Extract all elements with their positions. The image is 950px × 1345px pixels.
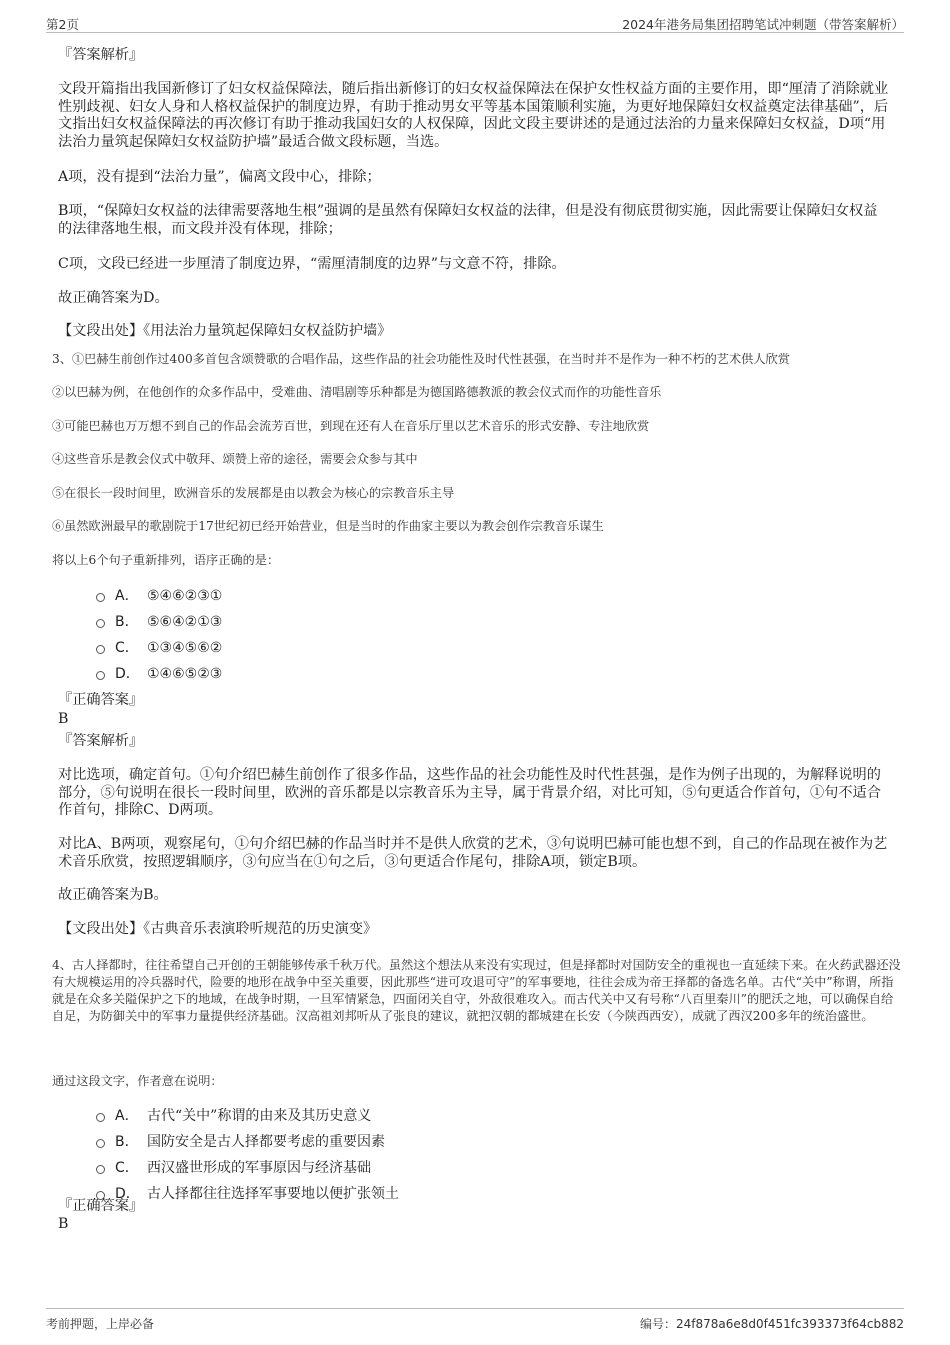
q2-option-a-analysis: A项，没有提到“法治力量”，偏离文段中心，排除； (58, 169, 381, 185)
q3-option-d[interactable]: D． ①④⑥⑤②③ (96, 665, 222, 683)
q3-sentence-5: ⑤在很长一段时间里，欧洲音乐的发展都是由以教会为核心的宗教音乐主导 (52, 486, 455, 500)
radio-icon[interactable] (96, 1139, 105, 1148)
radio-icon[interactable] (96, 619, 105, 628)
radio-icon[interactable] (96, 1113, 105, 1122)
q4-option-d[interactable]: D． 古人择都往往选择军事要地以便扩张领土 (96, 1185, 399, 1203)
page-number: 第2页 (46, 17, 79, 32)
q3-analysis-paragraph-2: 对比A、B两项，观察尾句，①句介绍巴赫的作品当时并不是供人欣赏的艺术，③句说明巴赫可能也想不到，自己的作品现在被作为艺术音乐欣赏，按照逻辑顺序，③句应当在①句之后，③句更适合作尾句，排除A项，锁定B项。 (58, 836, 888, 870)
page-header (46, 10, 904, 33)
q2-option-b-analysis: B项，“保障妇女权益的法律需要落地生根”强调的是虽然有保障妇女权益的法律，但是没有彻底贯彻实施，因此需要让保障妇女权益的法律落地生根，而文段并没有体现，排除； (58, 203, 878, 237)
q3-answer: B (58, 711, 69, 727)
page-footer (46, 1308, 904, 1333)
q3-answer-label: 『正确答案』 (58, 692, 144, 708)
q2-analysis-label: 『答案解析』 (58, 47, 144, 63)
radio-icon[interactable] (96, 1165, 105, 1174)
q2-conclusion: 故正确答案为D。 (58, 290, 169, 306)
q3-sentence-3: ③可能巴赫也万万想不到自己的作品会流芳百世，到现在还有人在音乐厅里以艺术音乐的形式安静、专注地欣赏 (52, 419, 650, 433)
q3-option-a[interactable]: A． ⑤④⑥②③① (96, 587, 222, 605)
footer-slogan: 考前押题，上岸必备 (46, 1317, 155, 1331)
q3-sentence-2: ②以巴赫为例，在他创作的众多作品中，受难曲、清唱剧等乐种都是为德国路德教派的教会仪式而作的功能性音乐 (52, 385, 662, 399)
q3-sentence-4: ④这些音乐是教会仪式中敬拜、颂赞上帝的途径，需要会众参与其中 (52, 452, 418, 466)
q3-prompt: 将以上6个句子重新排列，语序正确的是： (52, 553, 280, 567)
q3-option-b[interactable]: B． ⑤⑥④②①③ (96, 613, 222, 631)
q3-conclusion: 故正确答案为B。 (58, 887, 168, 903)
q4-prompt: 通过这段文字，作者意在说明： (52, 1074, 223, 1088)
q4-option-c[interactable]: C． 西汉盛世形成的军事原因与经济基础 (96, 1159, 371, 1177)
q3-option-c[interactable]: C． ①③④⑤⑥② (96, 639, 222, 657)
q2-option-c-analysis: C项，文段已经进一步厘清了制度边界，“需厘清制度的边界”与文意不符，排除。 (58, 256, 566, 272)
radio-icon[interactable] (96, 593, 105, 602)
q4-option-a[interactable]: A． 古代“关中”称谓的由来及其历史意义 (96, 1107, 371, 1125)
document-title: 2024年港务局集团招聘笔试冲刺题（带答案解析） (622, 17, 904, 32)
q3-analysis-paragraph-1: 对比选项，确定首句。①句介绍巴赫生前创作了很多作品，这些作品的社会功能性及时代性甚强，是作为例子出现的，为解释说明的部分，⑤句说明在很长一段时间里，欧洲的音乐都是以宗教音乐为主导，属于背景介绍，对比可知，⑤句更适合作首句，①句不适合作首句，排除C、D两项。 (58, 767, 881, 818)
q3-sentence-1: 3、①巴赫生前创作过400多首包含颂赞歌的合唱作品，这些作品的社会功能性及时代性甚强，在当时并不是作为一种不朽的艺术供人欣赏 (52, 352, 790, 366)
q2-analysis-paragraph: 文段开篇指出我国新修订了妇女权益保障法，随后指出新修订的妇女权益保障法在保护女性权益方面的主要作用，即“厘清了消除就业性别歧视、妇女人身和人格权益保护的制度边界，有助于推动男女平等基本国策顺利实施，为更好地保障妇女权益奠定法律基础”，后文指出妇女权益保障法的再次修订有助于推动我国妇女的人权保障，因此文段主要讲述的是通过法治的力量来保障妇女权益，D项“用法治力量筑起保障妇女权益防护墙”最适合做文段标题，当选。 (58, 81, 889, 150)
q2-source: 【文段出处】《用法治力量筑起保障妇女权益防护墙》 (58, 323, 392, 339)
q4-answer-label: 『正确答案』 (58, 1198, 144, 1214)
q4-answer: B (58, 1216, 69, 1232)
q3-sentence-6: ⑥虽然欧洲最早的歌剧院于17世纪初已经开始营业，但是当时的作曲家主要以为教会创作宗教音乐谋生 (52, 519, 604, 533)
radio-icon[interactable] (96, 671, 105, 680)
q4-option-b[interactable]: B． 国防安全是古人择都要考虑的重要因素 (96, 1133, 385, 1151)
radio-icon[interactable] (96, 645, 105, 654)
q4-stem: 4、古人择都时，往往希望自己开创的王朝能够传承千秋万代。虽然这个想法从来没有实现过，但是择都时对国防安全的重视也一直延续下来。在火药武器还没有大规模运用的冷兵器时代，险要的地形在战争中至关重要，因此那些“进可攻退可守”的军事要地，往往会成为帝王择都的备选名单。古代“关中”称谓，所指就是在众多关隘保护之下的地域，在战争时期，一旦军情紧急，四面闭关自守，外敌很难攻入。而古代关中又有号称“八百里秦川”的肥沃之地，可以确保自给自足，为防御关中的军事力量提供经济基础。汉高祖刘邦听从了张良的建议，就把汉朝的都城建在长安（今陕西西安），成就了西汉200多年的统治盛世。 (52, 958, 901, 1023)
footer-serial: 编号：24f878a6e8d0f451fc393373f64cb882 (639, 1317, 904, 1331)
q3-analysis-label: 『答案解析』 (58, 733, 144, 749)
q3-source: 【文段出处】《古典音乐表演聆听规范的历史演变》 (58, 921, 378, 937)
